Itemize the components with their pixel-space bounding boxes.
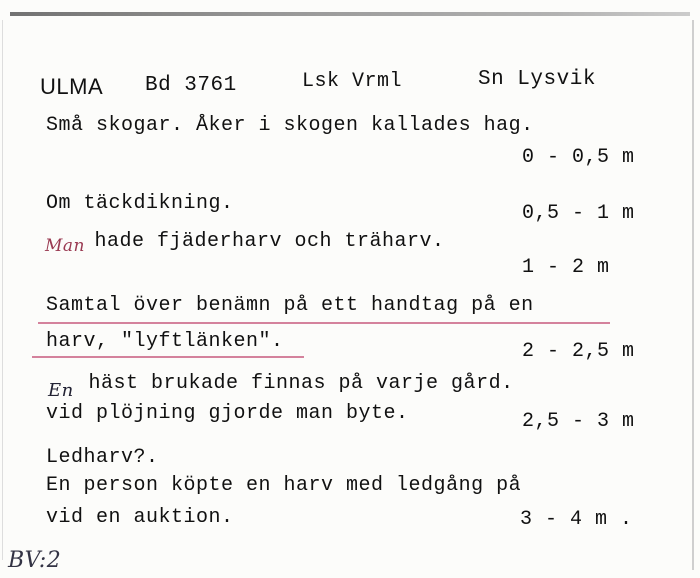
entry-6-text-line1: En person köpte en harv med ledgång på bbox=[46, 474, 522, 497]
entry-1-depth: 0 - 0,5 m bbox=[522, 146, 635, 169]
entry-4-text-line2: harv, "lyftlänken". bbox=[46, 330, 284, 353]
underline-1 bbox=[38, 322, 610, 324]
left-edge bbox=[2, 20, 3, 560]
right-edge bbox=[692, 20, 694, 570]
handwritten-signature: BV:2 bbox=[8, 548, 62, 573]
entry-2-text: Om täckdikning. bbox=[46, 192, 234, 215]
archive-code: ULMA bbox=[40, 74, 104, 99]
entry-1-text: Små skogar. Åker i skogen kallades hag. bbox=[46, 114, 534, 137]
entry-4-text-line1: Samtal över benämn på ett handtag på en bbox=[46, 294, 534, 317]
top-rule bbox=[10, 12, 690, 16]
entry-6-depth: 3 - 4 m . bbox=[520, 508, 633, 531]
entry-3-depth: 1 - 2 m bbox=[522, 256, 610, 279]
entry-6-title: Ledharv?. bbox=[46, 446, 159, 469]
entry-5-text-line2: vid plöjning gjorde man byte. bbox=[46, 402, 409, 425]
volume-number: Bd 3761 bbox=[145, 74, 237, 97]
entry-5-handwritten-prefix: En bbox=[48, 380, 74, 401]
entry-5-depth: 2,5 - 3 m bbox=[522, 410, 635, 433]
entry-2-depth: 0,5 - 1 m bbox=[522, 202, 635, 225]
parish-name: Sn Lysvik bbox=[478, 68, 596, 91]
entry-6-text-line2: vid en auktion. bbox=[46, 506, 234, 529]
entry-3-text: hade fjäderharv och träharv. bbox=[82, 230, 445, 253]
province-code: Lsk Vrml bbox=[302, 70, 403, 93]
entry-3-handwritten-prefix: Man bbox=[45, 236, 85, 256]
underline-2 bbox=[32, 356, 304, 358]
entry-5-text-line1: häst brukade finnas på varje gård. bbox=[76, 372, 514, 395]
entry-4-depth: 2 - 2,5 m bbox=[522, 340, 635, 363]
